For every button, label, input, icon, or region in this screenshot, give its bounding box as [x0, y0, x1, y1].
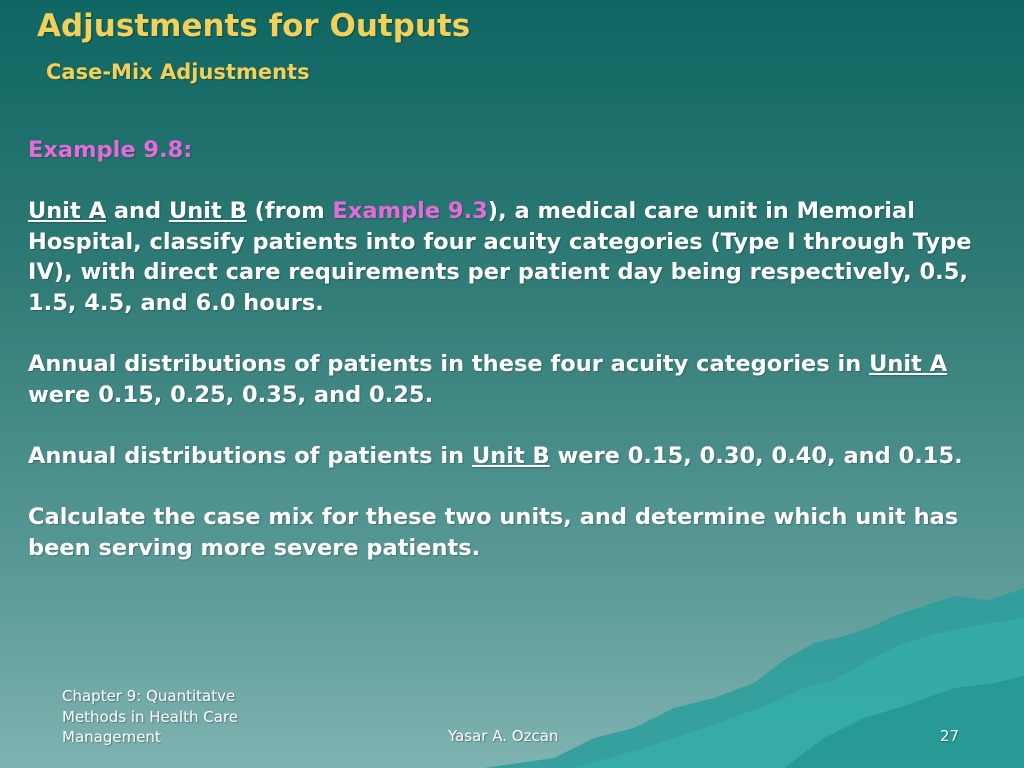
from-text: (from	[246, 198, 333, 225]
paragraph-units	[28, 196, 1003, 318]
paragraph-unit-a-distribution	[28, 349, 1003, 410]
example-reference: Example 9.3	[332, 198, 488, 225]
paragraph-unit-b-distribution	[28, 441, 1003, 472]
unit-b-text: Unit B	[169, 198, 247, 225]
unit-a-text: Unit A	[869, 351, 948, 378]
unit-a-text: Unit A	[28, 198, 107, 225]
slide-title: Adjustments for Outputs	[37, 8, 471, 44]
para3-rest: were 0.15, 0.30, 0.40, and 0.15.	[549, 442, 963, 469]
para3-start: Annual distributions of patients in	[28, 442, 472, 469]
para2-rest: were 0.15, 0.25, 0.35, and 0.25.	[28, 381, 434, 408]
paragraph-question: Calculate the case mix for these two units, and determine which unit has been serving more severe patients.	[28, 504, 959, 561]
footer-chapter: Chapter 9: Quantitatve Methods in Health Care Management	[62, 687, 239, 746]
unit-b-text: Unit B	[471, 442, 550, 469]
example-heading: Example 9.8:	[28, 137, 193, 163]
paragraph-units-rest: ), a medical care unit in Memorial Hospital, classify patients into four acuity categories (Type I through Type IV), with direct care requirements per patient day being respectively, 0.5, 1.5, 4.5, and 6.0 hours.	[28, 198, 972, 316]
footer-author: Yasar A. Ozcan	[448, 727, 559, 745]
slide-subtitle: Case-Mix Adjustments	[46, 60, 310, 84]
slide-body	[28, 135, 1003, 594]
page-number: 27	[940, 727, 960, 745]
para2-start: Annual distributions of patients in these four acuity categories in	[28, 351, 870, 378]
and-text: and	[106, 198, 169, 225]
